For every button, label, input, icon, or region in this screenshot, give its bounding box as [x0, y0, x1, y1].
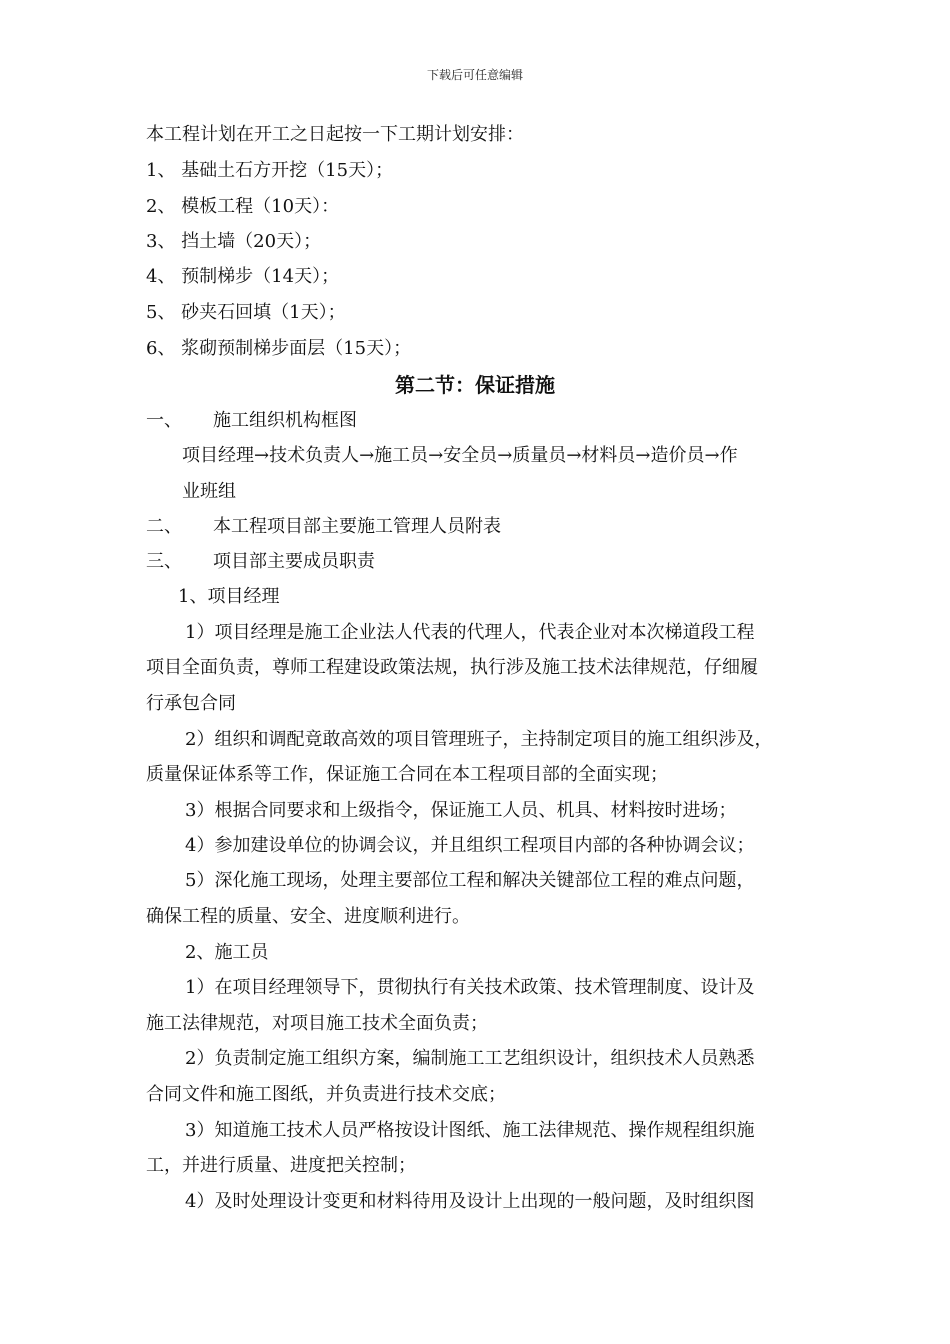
paragraph-line: 工，并进行质量、进度把关控制；	[146, 1155, 416, 1176]
subsection-title-sw: 2、施工员	[185, 942, 269, 963]
paragraph-line: 1）项目经理是施工企业法人代表的代理人，代表企业对本次梯道段工程	[185, 622, 755, 643]
section-heading-2	[146, 515, 501, 539]
section-heading-text: 项目部主要成员职责	[213, 551, 375, 572]
paragraph-line: 质量保证体系等工作，保证施工合同在本工程项目部的全面实现；	[146, 764, 668, 785]
paragraph-line: 2）组织和调配竟敢高效的项目管理班子，主持制定项目的施工组织涉及，	[185, 729, 773, 750]
paragraph-line: 项目全面负责，尊师工程建设政策法规，执行涉及施工技术法律规范，仔细履	[146, 657, 758, 678]
schedule-item: 5、 砂夹石回填（1天）；	[146, 302, 346, 323]
schedule-item: 3、 挡土墙（20天）；	[146, 231, 322, 252]
section-number: 二、	[146, 516, 182, 537]
paragraph-line: 2）负责制定施工组织方案，编制施工工艺组织设计，组织技术人员熟悉	[185, 1048, 755, 1069]
section-heading-text: 施工组织机构框图	[213, 410, 357, 431]
paragraph-line: 确保工程的质量、安全、进度顺利进行。	[146, 906, 470, 927]
schedule-item: 1、 基础土石方开挖（15天）；	[146, 160, 394, 181]
section-heading-3	[146, 550, 375, 574]
org-chart-text: 项目经理→技术负责人→施工员→安全员→质量员→材料员→造价员→作	[182, 445, 738, 466]
paragraph-line: 3）知道施工技术人员严格按设计图纸、施工法律规范、操作规程组织施	[185, 1120, 755, 1141]
section-heading-1	[146, 409, 357, 433]
org-chart-text: 业班组	[182, 481, 236, 502]
section-heading-text: 本工程项目部主要施工管理人员附表	[213, 516, 501, 537]
subsection-title-pm: 1、项目经理	[178, 586, 280, 607]
schedule-item: 4、 预制梯步（14天）；	[146, 266, 340, 287]
paragraph-line: 合同文件和施工图纸，并负责进行技术交底；	[146, 1084, 506, 1105]
paragraph-line: 4）及时处理设计变更和材料待用及设计上出现的一般问题，及时组织图	[185, 1191, 755, 1212]
intro-text: 本工程计划在开工之日起按一下工期计划安排：	[146, 124, 524, 145]
schedule-item: 2、 模板工程（10天）：	[146, 196, 340, 217]
paragraph-line: 3）根据合同要求和上级指令，保证施工人员、机具、材料按时进场；	[185, 800, 737, 821]
paragraph-line: 施工法律规范，对项目施工技术全面负责；	[146, 1013, 488, 1034]
paragraph-line: 1）在项目经理领导下，贯彻执行有关技术政策、技术管理制度、设计及	[185, 977, 755, 998]
section-title: 第二节：保证措施	[395, 373, 555, 397]
section-number: 三、	[146, 551, 182, 572]
page-header: 下载后可任意编辑	[426, 68, 523, 82]
paragraph-line: 4）参加建设单位的协调会议，并且组织工程项目内部的各种协调会议；	[185, 835, 755, 856]
paragraph-line: 5）深化施工现场，处理主要部位工程和解决关键部位工程的难点问题，	[185, 870, 755, 891]
section-number: 一、	[146, 410, 182, 431]
paragraph-line: 行承包合同	[146, 693, 236, 714]
schedule-item: 6、 浆砌预制梯步面层（15天）；	[146, 338, 412, 359]
